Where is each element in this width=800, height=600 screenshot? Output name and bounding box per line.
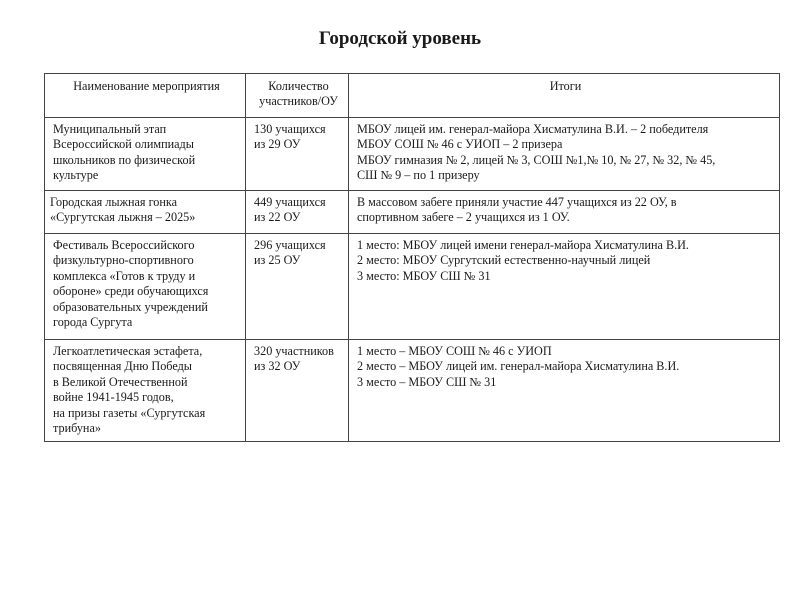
event-cell bbox=[45, 118, 246, 191]
event-line: физкультурно-спортивного bbox=[53, 253, 194, 268]
count-line: из 22 ОУ bbox=[254, 210, 301, 225]
header-event: Наименование мероприятия bbox=[45, 74, 246, 118]
event-line: в Великой Отечественной bbox=[53, 374, 188, 389]
event-line: на призы газеты «Сургутская bbox=[53, 405, 206, 420]
count-line: 320 участников bbox=[254, 344, 334, 358]
count-cell bbox=[246, 191, 349, 234]
table-row bbox=[45, 118, 780, 191]
table-row bbox=[45, 340, 780, 442]
event-line: комплекса «Готов к труду и bbox=[53, 268, 196, 283]
event-line: Легкоатлетическая эстафета, bbox=[53, 344, 203, 358]
count-line: из 25 ОУ bbox=[254, 253, 301, 268]
table-header-row bbox=[45, 74, 780, 118]
event-line: Фестиваль Всероссийского bbox=[53, 238, 195, 252]
results-table bbox=[44, 73, 780, 442]
event-line: образовательных учреждений bbox=[53, 299, 208, 314]
results-line: 3 место – МБОУ СШ № 31 bbox=[357, 374, 497, 389]
results-line: МБОУ гимназия № 2, лицей № 3, СОШ №1,№ 10, № 27, № 32, № 45, bbox=[357, 152, 716, 167]
header-count-line: Количество bbox=[268, 79, 329, 93]
event-line: войне 1941-1945 годов, bbox=[53, 390, 174, 405]
results-cell bbox=[349, 340, 780, 442]
results-line: В массовом забеге приняли участие 447 учащихся из 22 ОУ, в bbox=[357, 195, 677, 209]
results-line: 1 место: МБОУ лицей имени генерал-майора Хисматулина В.И. bbox=[357, 238, 689, 252]
results-cell bbox=[349, 118, 780, 191]
results-cell bbox=[349, 191, 780, 234]
event-line: посвященная Дню Победы bbox=[53, 359, 192, 374]
event-line: обороне» среди обучающихся bbox=[53, 284, 209, 299]
results-line: 2 место – МБОУ лицей им. генерал-майора Хисматулина В.И. bbox=[357, 359, 680, 374]
count-line: из 32 ОУ bbox=[254, 359, 301, 374]
count-line: из 29 ОУ bbox=[254, 137, 301, 152]
event-line: школьников по физической bbox=[53, 152, 196, 167]
results-line: МБОУ СОШ № 46 с УИОП – 2 призера bbox=[357, 137, 563, 152]
table-row bbox=[45, 234, 780, 340]
page-title: Городской уровень bbox=[318, 28, 482, 49]
results-cell bbox=[349, 234, 780, 340]
event-cell bbox=[45, 191, 246, 234]
count-line: 130 учащихся bbox=[254, 122, 326, 136]
table-row bbox=[45, 191, 780, 234]
event-line: Муниципальный этап bbox=[53, 122, 167, 136]
results-line: МБОУ лицей им. генерал-майора Хисматулина В.И. – 2 победителя bbox=[357, 122, 709, 136]
event-cell bbox=[45, 340, 246, 442]
count-cell bbox=[246, 340, 349, 442]
event-line: Городская лыжная гонка bbox=[50, 195, 178, 209]
event-line: трибуна» bbox=[53, 421, 101, 436]
event-cell bbox=[45, 234, 246, 340]
header-count-line: участников/ОУ bbox=[259, 94, 338, 109]
count-cell bbox=[246, 118, 349, 191]
count-cell bbox=[246, 234, 349, 340]
event-line: города Сургута bbox=[53, 315, 133, 330]
event-line: Всероссийской олимпиады bbox=[53, 137, 194, 152]
count-line: 449 учащихся bbox=[254, 195, 326, 209]
results-line: 1 место – МБОУ СОШ № 46 с УИОП bbox=[357, 344, 552, 358]
event-line: «Сургутская лыжня – 2025» bbox=[50, 210, 196, 225]
event-line: культуре bbox=[53, 168, 99, 183]
header-results: Итоги bbox=[349, 74, 780, 118]
header-count bbox=[246, 74, 349, 118]
results-line: 2 место: МБОУ Сургутский естественно-научный лицей bbox=[357, 253, 651, 268]
count-line: 296 учащихся bbox=[254, 238, 326, 252]
results-line: спортивном забеге – 2 учащихся из 1 ОУ. bbox=[357, 210, 570, 225]
results-line: 3 место: МБОУ СШ № 31 bbox=[357, 268, 491, 283]
results-line: СШ № 9 – по 1 призеру bbox=[357, 168, 480, 183]
